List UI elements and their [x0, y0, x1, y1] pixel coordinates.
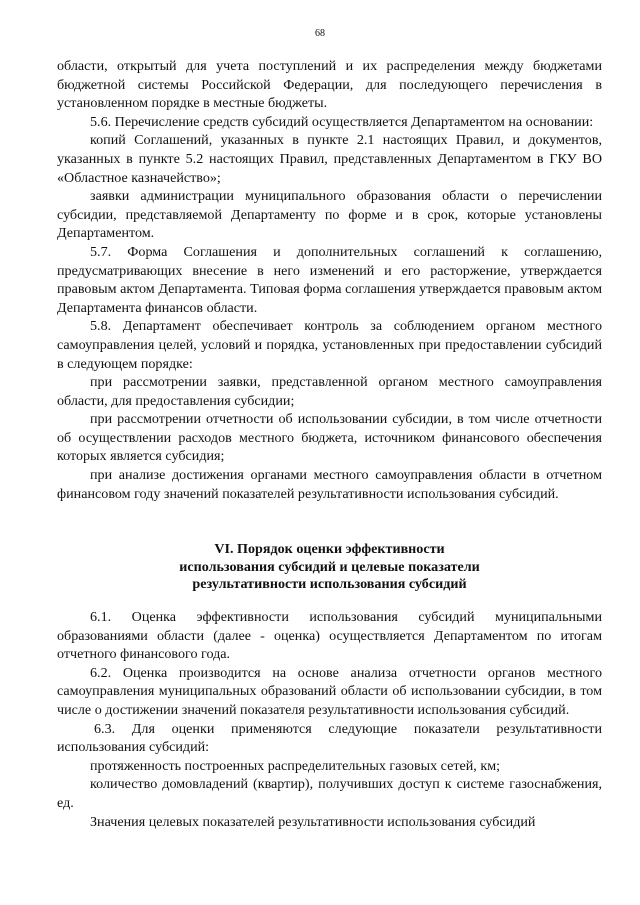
paragraph-5-6-item-1: копий Соглашений, указанных в пункте 2.1 настоящих Правил, и документов, указанных в пункте 5.2 настоящих Правил, представленных Департаментом в ГКУ ВО «Областное казначейство»; [57, 132, 602, 186]
heading-line: использования субсидий и целевые показатели [179, 558, 480, 575]
section-6-body [57, 608, 602, 831]
paragraph-6-2: 6.2. Оценка производится на основе анализа отчетности органов местного самоуправления муниципальных образований области об использовании субсидии, в том числе о достижении значений показателя результативности использования субсидий. [57, 664, 602, 718]
paragraph-5-6: 5.6. Перечисление средств субсидий осуществляется Департаментом на основании: [90, 113, 594, 130]
paragraph-5-6-item-2: заявки администрации муниципального образования области о перечислении субсидии, представляемой Департаменту по форме и в срок, которые установлены Департаментом. [57, 188, 602, 242]
paragraph-6-1: 6.1. Оценка эффективности использования субсидий муниципальными образованиями области (далее - оценка) осуществляется Департаментом по итогам отчетного финансового года. [57, 609, 602, 663]
paragraph-5-8-item-1: при рассмотрении заявки, представленной органом местного самоуправления области, для предоставления субсидии; [57, 374, 602, 409]
paragraph-6-3-item-1: протяженность построенных распределительных газовых сетей, км; [90, 757, 501, 774]
paragraph-targets: Значения целевых показателей результативности использования субсидий [90, 813, 536, 830]
section-5-body [57, 57, 602, 503]
paragraph-5-7: 5.7. Форма Соглашения и дополнительных соглашений к соглашению, предусматривающих внесение в него изменений и его расторжение, утверждается правовым актом Департамента. Типовая форма соглашения утверждается правовым актом Департамента финансов области. [57, 243, 602, 316]
heading-line: VI. Порядок оценки эффективности [214, 541, 445, 557]
paragraph-6-3-item-2: количество домовладений (квартир), получивших доступ к системе газоснабжения, ед. [57, 776, 602, 811]
paragraph-5-8-item-2: при рассмотрении отчетности об использовании субсидии, в том числе отчетности об осуществлении расходов местного бюджета, источником финансового обеспечения которых является субсидия; [57, 411, 602, 465]
section-6-heading [57, 541, 602, 594]
page-number: 68 [315, 28, 325, 39]
paragraph-continuation: области, открытый для учета поступлений и их распределения между бюджетами бюджетной системы Российской Федерации, для последующего перечисления в установленном порядке в местные бюджеты. [57, 58, 602, 112]
paragraph-5-8: 5.8. Департамент обеспечивает контроль за соблюдением органом местного самоуправления целей, условий и порядка, установленных при предоставлении субсидий в следующем порядке: [57, 318, 602, 372]
heading-line: результативности использования субсидий [192, 576, 467, 593]
paragraph-5-8-item-3: при анализе достижения органами местного самоуправления области в отчетном финансовом году значений показателей результативности использования субсидий. [57, 467, 602, 502]
paragraph-6-3: 6.3. Для оценки применяются следующие показатели результативности использования субсидий: [57, 720, 602, 756]
